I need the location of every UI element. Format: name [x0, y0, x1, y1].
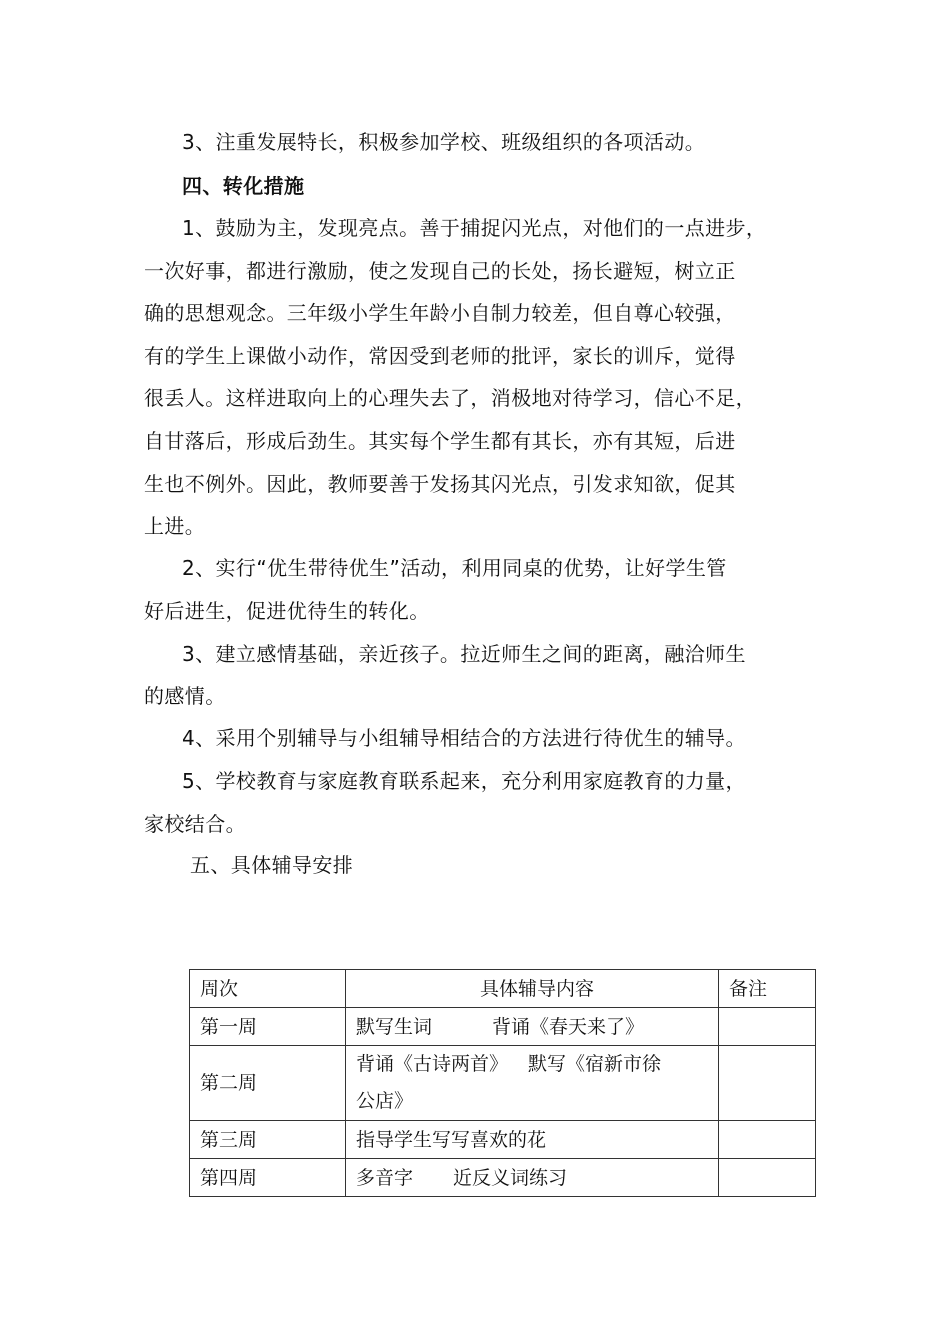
section-heading-measures: 四、转化措施 — [182, 174, 305, 198]
schedule-table — [189, 969, 816, 1197]
measure-1-line-7: 生也不例外。因此，教师要善于发扬其闪光点，引发求知欲，促其 — [144, 472, 736, 496]
measure-1-line-8: 上进。 — [144, 514, 206, 538]
measure-1-line-6: 自甘落后，形成后劲生。其实每个学生都有其长，亦有其短，后进 — [144, 429, 736, 453]
table-row — [190, 1121, 816, 1159]
week-cell: 第一周 — [190, 1008, 346, 1046]
measure-4-line-1: 4、采用个别辅导与小组辅导相结合的方法进行待优生的辅导。 — [182, 726, 746, 750]
measure-1-line-4: 有的学生上课做小动作，常因受到老师的批评，家长的训斥，觉得 — [144, 344, 736, 368]
measure-1-line-3: 确的思想观念。三年级小学生年龄小自制力较差，但自尊心较强， — [144, 301, 736, 325]
measure-5-line-1: 5、学校教育与家庭教育联系起来，充分利用家庭教育的力量， — [182, 769, 746, 793]
note-cell — [719, 1008, 816, 1046]
content-cell — [346, 1008, 719, 1046]
content-part: 默写《宿新市徐 — [528, 1053, 662, 1075]
week-cell: 第二周 — [190, 1046, 346, 1121]
paragraph-goal-3: 3、注重发展特长，积极参加学校、班级组织的各项活动。 — [182, 130, 706, 154]
content-part: 指导学生写写喜欢的花 — [356, 1128, 547, 1151]
measure-3-line-2: 的感情。 — [144, 684, 226, 708]
week-cell: 第三周 — [190, 1121, 346, 1159]
measure-5-line-2: 家校结合。 — [144, 812, 246, 836]
table-header-row — [190, 970, 816, 1008]
header-content: 具体辅导内容 — [346, 970, 719, 1008]
content-cell — [346, 1046, 719, 1121]
measure-2-line-1: 2、实行“优生带待优生”活动，利用同桌的优势，让好学生管 — [182, 556, 727, 580]
table-row — [190, 1159, 816, 1197]
content-part: 背诵《古诗两首》 — [356, 1053, 509, 1075]
content-line — [356, 1046, 718, 1083]
content-cell — [346, 1121, 719, 1159]
note-cell — [719, 1159, 816, 1197]
note-cell — [719, 1121, 816, 1159]
content-part: 多音字 — [356, 1166, 414, 1189]
content-cell — [346, 1159, 719, 1197]
measure-1-line-5: 很丢人。这样进取向上的心理失去了，消极地对待学习，信心不足， — [144, 386, 756, 410]
note-cell — [719, 1046, 816, 1121]
measure-1-line-2: 一次好事，都进行激励，使之发现自己的长处，扬长避短，树立正 — [144, 259, 736, 283]
header-week: 周次 — [190, 970, 346, 1008]
measure-3-line-1: 3、建立感情基础，亲近孩子。拉近师生之间的距离，融洽师生 — [182, 642, 746, 666]
table-row — [190, 1046, 816, 1121]
content-part: 近反义词练习 — [453, 1166, 568, 1189]
content-line: 公店》 — [356, 1090, 414, 1112]
week-cell: 第四周 — [190, 1159, 346, 1197]
measure-1-line-1: 1、鼓励为主，发现亮点。善于捕捉闪光点，对他们的一点进步， — [182, 216, 767, 240]
header-note: 备注 — [719, 970, 816, 1008]
section-heading-schedule: 五、具体辅导安排 — [190, 853, 354, 877]
table-row — [190, 1008, 816, 1046]
measure-2-line-2: 好后进生，促进优待生的转化。 — [144, 599, 430, 623]
content-part: 背诵《春天来了》 — [492, 1015, 645, 1038]
content-part: 默写生词 — [356, 1015, 433, 1038]
